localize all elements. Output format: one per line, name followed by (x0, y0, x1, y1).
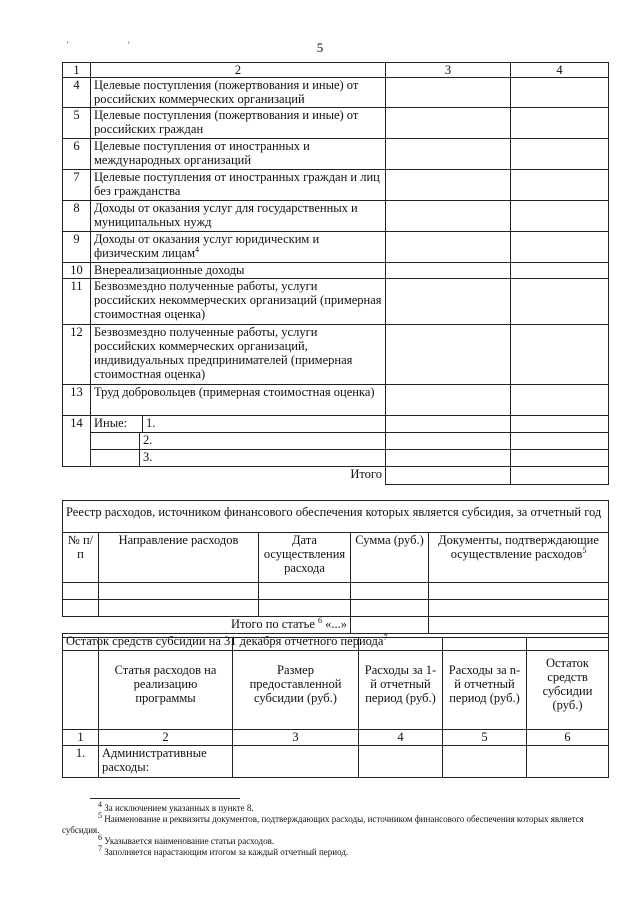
total-row (63, 467, 609, 485)
col-header: Размер предоставленной субсидии (руб.) (233, 638, 359, 730)
cell (429, 617, 609, 634)
cell (259, 583, 351, 600)
footnote-ref: 6 (318, 615, 322, 625)
cell (233, 746, 359, 778)
row-text: Административные расходы: (99, 746, 233, 778)
table-row (63, 108, 609, 139)
col-header: Расходы за 1-й отчетный период (руб.) (359, 638, 443, 730)
row-text: Целевые поступления (пожертвования и иные) от российских коммерческих организаций (91, 78, 386, 108)
value-cell (511, 450, 609, 467)
value-cell (511, 433, 609, 450)
income-table-header-row (63, 63, 609, 78)
col-header: 3 (386, 63, 511, 78)
footnote-text: Наименование и реквизиты документов, подтверждающих расходы, источником финансового обеспечения которых является субсидия. (62, 814, 584, 835)
table-row (63, 325, 609, 385)
row-text: Целевые поступления от иностранных и международных организаций (91, 139, 386, 170)
row-number: 7 (63, 170, 91, 201)
col-sum-header: Сумма (руб.) (351, 533, 429, 583)
value-cell (386, 450, 511, 467)
row-number: 11 (63, 279, 91, 325)
other-items-cell (91, 433, 386, 450)
other-label-spacer (91, 450, 140, 466)
footnotes (62, 798, 608, 858)
cell (443, 746, 527, 778)
expense-registry-table (62, 500, 609, 651)
col-header: 4 (511, 63, 609, 78)
scan-marks: ʼ ʼ (66, 40, 159, 50)
cell (351, 617, 429, 634)
row-number: 1. (63, 746, 99, 778)
income-table (62, 62, 609, 485)
cell (259, 600, 351, 617)
table-row (63, 385, 609, 416)
col-number: 5 (443, 730, 527, 746)
registry-header-row (63, 533, 609, 583)
col-number: 6 (527, 730, 609, 746)
balance-title-text: Остаток средств субсидии на 31 декабря отчетного периода (66, 634, 384, 648)
table-row (63, 263, 609, 279)
row-number: 8 (63, 201, 91, 232)
col-header: 2 (91, 63, 386, 78)
total-value-cell (386, 467, 511, 485)
value-cell (386, 416, 511, 433)
value-cell (511, 139, 609, 170)
balance-header-row (63, 638, 609, 730)
cell (527, 746, 609, 778)
row-text (91, 232, 386, 263)
balance-table (62, 637, 609, 778)
value-cell (511, 325, 609, 385)
cell (429, 600, 609, 617)
total-label-text: Итого по статье (230, 617, 315, 631)
col-number: 2 (99, 730, 233, 746)
col-date-header: Дата осуществления расхода (259, 533, 351, 583)
row-number: 9 (63, 232, 91, 263)
footnote-mark: 5 (98, 811, 102, 820)
col-docs-header (429, 533, 609, 583)
value-cell (511, 263, 609, 279)
col-header: Остаток средств субсидии (руб.) (527, 638, 609, 730)
cell (63, 638, 99, 730)
value-cell (386, 201, 511, 232)
table-row (63, 279, 609, 325)
row-text: Целевые поступления от иностранных граждан и лиц без гражданства (91, 170, 386, 201)
value-cell (386, 170, 511, 201)
row-text: Труд добровольцев (примерная стоимостная оценка) (91, 385, 386, 416)
cell (99, 583, 259, 600)
footnote-mark: 4 (98, 800, 102, 809)
other-items-cell (91, 450, 386, 467)
value-cell (386, 385, 511, 416)
col-num-header: № п/п (63, 533, 99, 583)
footnote-text: Заполняется нарастающим итогом за каждый отчетный период. (104, 847, 349, 857)
page-number: 5 (316, 40, 324, 55)
table-row (63, 450, 609, 467)
row-number: 4 (63, 78, 91, 108)
value-cell (511, 279, 609, 325)
registry-title-row (63, 501, 609, 533)
table-row (63, 433, 609, 450)
footnote-divider (90, 798, 240, 799)
table-row (63, 232, 609, 263)
other-item: 1. (146, 416, 156, 430)
footnote-text: Указывается наименование статьи расходов. (104, 836, 275, 846)
value-cell (386, 263, 511, 279)
footnote-ref: 4 (194, 244, 199, 254)
row-number: 5 (63, 108, 91, 139)
value-cell (511, 170, 609, 201)
footnote (62, 811, 608, 836)
footnote (62, 833, 608, 847)
footnote-mark: 6 (98, 833, 102, 842)
footnote-mark: 7 (98, 844, 102, 853)
balance-number-row (63, 730, 609, 746)
col-number: 1 (63, 730, 99, 746)
table-row (63, 139, 609, 170)
table-row (63, 600, 609, 617)
table-row (63, 416, 609, 433)
table-row (63, 78, 609, 108)
footnote (62, 800, 608, 814)
other-item: 2. (143, 433, 153, 447)
other-item: 3. (143, 450, 153, 464)
registry-total-label (63, 617, 351, 634)
other-label-spacer (91, 433, 140, 449)
row-text: Целевые поступления (пожертвования и иные) от российских граждан (91, 108, 386, 139)
registry-title: Реестр расходов, источником финансового обеспечения которых является субсидия, за отчетный год (63, 501, 609, 533)
value-cell (511, 108, 609, 139)
col-number: 4 (359, 730, 443, 746)
total-value-cell (511, 467, 609, 485)
col-docs-text: Документы, подтверждающие осуществление расходов (438, 533, 599, 561)
col-header: Расходы за n-й отчетный период (руб.) (443, 638, 527, 730)
row-number: 13 (63, 385, 91, 416)
row-number: 14 (63, 416, 91, 467)
value-cell (511, 232, 609, 263)
value-cell (511, 385, 609, 416)
cell (359, 746, 443, 778)
col-number: 3 (233, 730, 359, 746)
blank (63, 467, 91, 485)
footnote-ref: 5 (582, 545, 587, 555)
value-cell (386, 433, 511, 450)
cell (99, 600, 259, 617)
row-text: Безвозмездно полученные работы, услуги российских некоммерческих организаций (примерная стоимостная оценка) (91, 279, 386, 325)
value-cell (511, 416, 609, 433)
value-cell (386, 139, 511, 170)
col-direction-header: Направление расходов (99, 533, 259, 583)
value-cell (386, 325, 511, 385)
col-header: 1 (63, 63, 91, 78)
footnote-ref: 7 (383, 632, 388, 642)
row-text: Доходы от оказания услуг для государственных и муниципальных нужд (91, 201, 386, 232)
col-header: Статья расходов на реализацию программы (99, 638, 233, 730)
value-cell (511, 201, 609, 232)
total-label-suffix: «...» (325, 617, 347, 631)
table-row (63, 201, 609, 232)
row-number: 12 (63, 325, 91, 385)
value-cell (386, 232, 511, 263)
table-row (63, 170, 609, 201)
cell (351, 583, 429, 600)
value-cell (386, 279, 511, 325)
cell (429, 583, 609, 600)
cell (63, 600, 99, 617)
row-text: Внереализационные доходы (91, 263, 386, 279)
value-cell (511, 78, 609, 108)
registry-total-row (63, 617, 609, 634)
row-number: 6 (63, 139, 91, 170)
table-row (63, 746, 609, 778)
other-items-cell (91, 416, 386, 433)
table-row (63, 583, 609, 600)
row-text-main: Доходы от оказания услуг юридическим и физическим лицам (94, 232, 320, 260)
value-cell (386, 78, 511, 108)
footnote (62, 844, 608, 858)
value-cell (386, 108, 511, 139)
cell (351, 600, 429, 617)
row-text: Безвозмездно полученные работы, услуги российских коммерческих организаций, индивидуальных предпринимателей (примерная стоимостная оценка) (91, 325, 386, 385)
row-number: 10 (63, 263, 91, 279)
footnote-text: За исключением указанных в пункте 8. (104, 803, 254, 813)
other-label: Иные: (91, 416, 143, 432)
cell (63, 583, 99, 600)
total-label: Итого (91, 467, 386, 485)
